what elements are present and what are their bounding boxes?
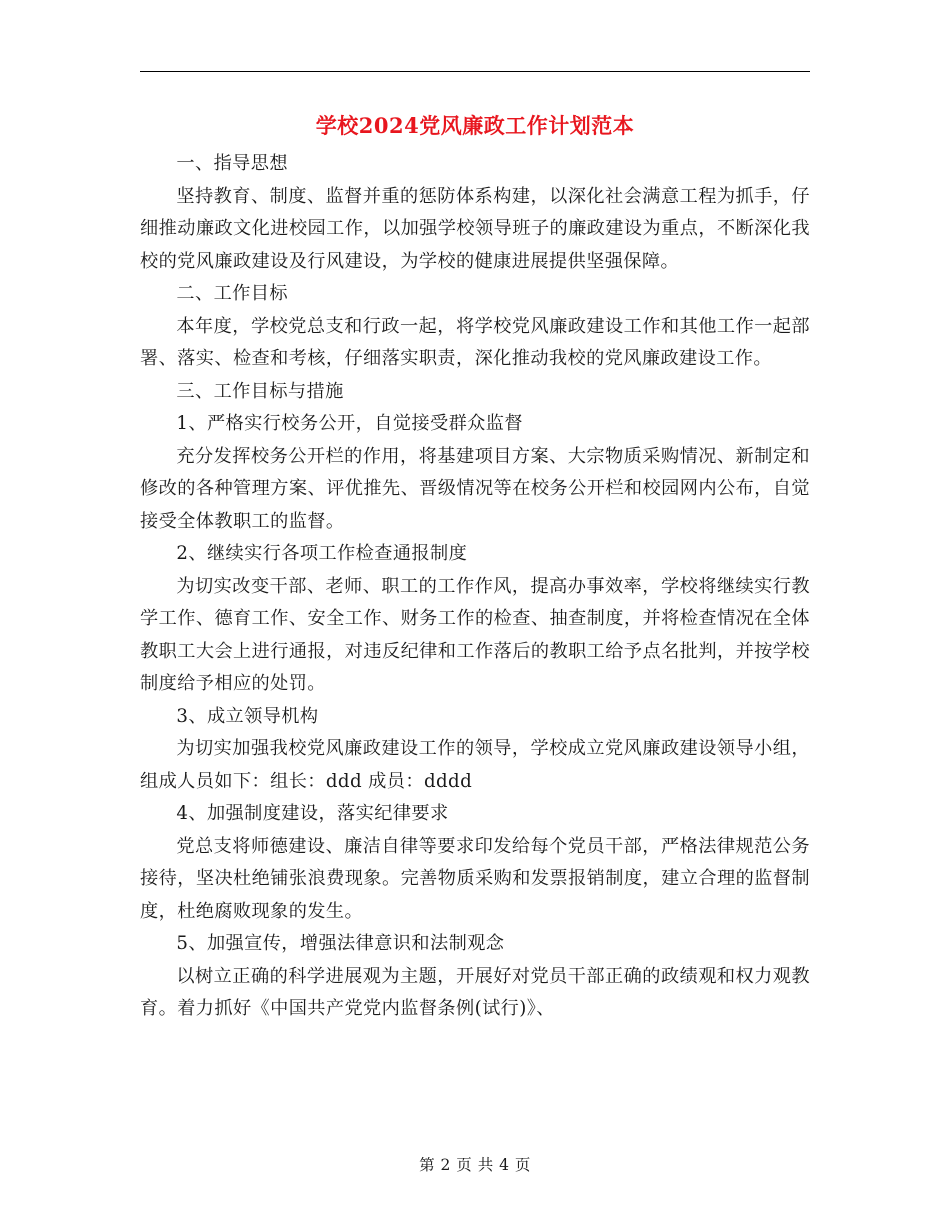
header-rule xyxy=(140,71,810,72)
paragraph: 本年度，学校党总支和行政一起，将学校党风廉政建设工作和其他工作一起部署、落实、检查和考核，仔细落实职责，深化推动我校的党风廉政建设工作。 xyxy=(140,315,810,369)
section-heading: 一、指导思想 xyxy=(176,153,288,174)
section-heading: 三、工作目标与措施 xyxy=(176,380,344,402)
subsection-heading: 4、加强制度建设，落实纪律要求 xyxy=(176,803,449,824)
paragraph: 以树立正确的科学进展观为主题，开展好对党员干部正确的政绩观和权力观教育。着力抓好《中国共产党党内监督条例(试行)》、 xyxy=(140,965,810,1019)
subsection-heading: 1、严格实行校务公开，自觉接受群众监督 xyxy=(176,413,523,434)
document-body xyxy=(140,148,810,1026)
section-heading: 二、工作目标 xyxy=(176,283,288,304)
paragraph: 为切实改变干部、老师、职工的工作作风，提高办事效率，学校将继续实行教学工作、德育工作、安全工作、财务工作的检查、抽查制度，并将检查情况在全体教职工大会上进行通报，对违反纪律和工作落后的教职工给予点名批判，并按学校制度给予相应的处罚。 xyxy=(140,575,810,694)
subsection-heading: 5、加强宣传，增强法律意识和法制观念 xyxy=(176,933,505,954)
paragraph: 充分发挥校务公开栏的作用，将基建项目方案、大宗物质采购情况、新制定和修改的各种管理方案、评优推先、晋级情况等在校务公开栏和校园网内公布，自觉接受全体教职工的监督。 xyxy=(140,445,810,532)
subsection-heading: 2、继续实行各项工作检查通报制度 xyxy=(176,543,468,564)
paragraph: 党总支将师德建设、廉洁自律等要求印发给每个党员干部，严格法律规范公务接待，坚决杜绝铺张浪费现象。完善物质采购和发票报销制度，建立合理的监督制度，杜绝腐败现象的发生。 xyxy=(140,835,810,922)
subsection-heading: 3、成立领导机构 xyxy=(176,705,319,727)
document-title: 学校2024党风廉政工作计划范本 xyxy=(315,113,635,138)
page-number-footer: 第 2 页 共 4 页 xyxy=(419,1156,531,1174)
paragraph: 坚持教育、制度、监督并重的惩防体系构建，以深化社会满意工程为抓手，仔细推动廉政文化进校园工作，以加强学校领导班子的廉政建设为重点，不断深化我校的党风廉政建设及行风建设，为学校的健康进展提供坚强保障。 xyxy=(140,185,810,272)
paragraph: 为切实加强我校党风廉政建设工作的领导，学校成立党风廉政建设领导小组，组成人员如下：组长：ddd 成员：dddd xyxy=(140,738,810,792)
